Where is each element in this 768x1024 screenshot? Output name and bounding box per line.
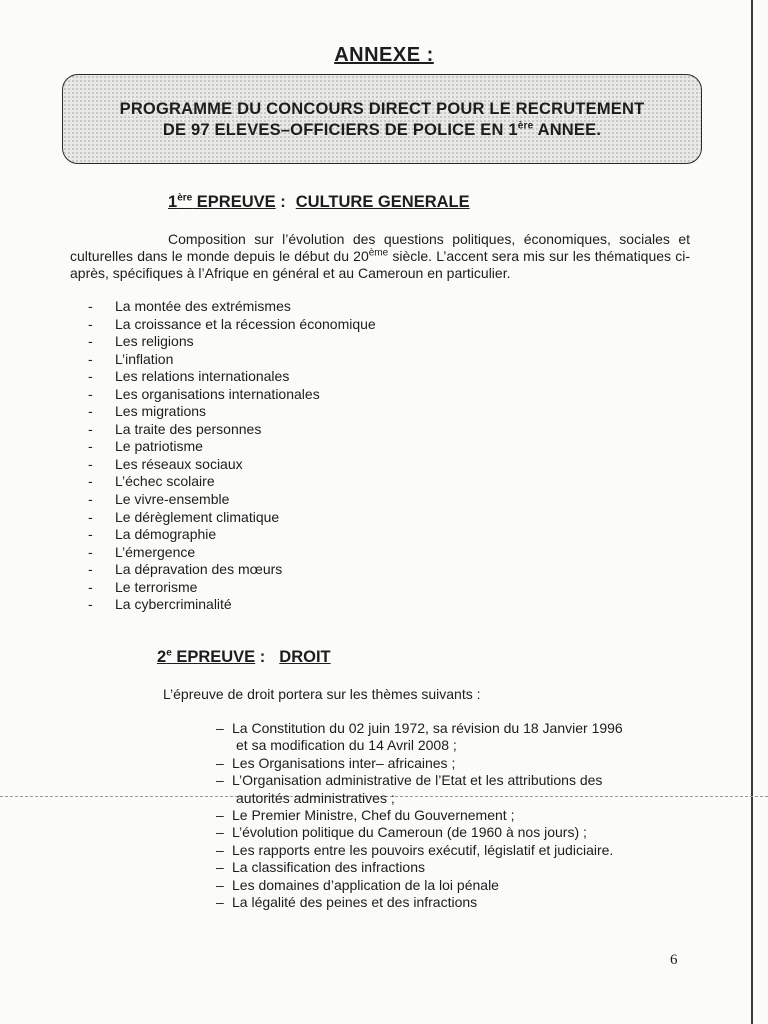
list-bullet-dash: - [88, 596, 93, 613]
list-item-text: L’Organisation administrative de l’Etat et les attributions des [232, 772, 603, 789]
list-bullet-dash: – [216, 859, 224, 876]
list-item-text: La cybercriminalité [115, 596, 232, 613]
list-item [88, 526, 376, 544]
list-item [88, 509, 376, 527]
list-item [88, 579, 376, 597]
list-bullet-dash: – [216, 720, 224, 736]
list-bullet-dash: - [88, 315, 93, 332]
list-item-text: Le patriotisme [115, 438, 203, 455]
list-item [88, 351, 376, 369]
list-bullet-dash: - [88, 508, 93, 525]
list-item [216, 842, 623, 859]
list-item-text: Les relations internationales [115, 368, 290, 385]
list-item [88, 456, 376, 474]
list-item [88, 368, 376, 386]
list-item [216, 790, 623, 807]
list-bullet-dash: - [88, 350, 93, 367]
epreuve-2-subject: DROIT [279, 648, 331, 666]
list-item [88, 298, 376, 316]
list-item-text: La légalité des peines et des infractions [232, 894, 478, 911]
list-item [216, 824, 623, 841]
list-bullet-dash: - [88, 333, 93, 350]
list-item [88, 421, 376, 439]
epreuve-2-intro: L’épreuve de droit portera sur les thèmes suivants : [163, 686, 481, 702]
list-item [88, 473, 376, 491]
page-number: 6 [670, 952, 678, 968]
list-item-text: Le vivre-ensemble [115, 491, 230, 508]
list-item [216, 859, 623, 876]
list-bullet-dash: - [88, 420, 93, 437]
list-item [216, 737, 623, 754]
list-item-text: Les migrations [115, 403, 207, 420]
list-bullet-dash: - [88, 491, 93, 508]
list-item-text: La classification des infractions [232, 859, 425, 876]
list-bullet-dash: – [216, 754, 224, 771]
list-item-text: L’inflation [115, 350, 174, 367]
list-bullet-dash: - [88, 385, 93, 402]
list-item-text: Les domaines d’application de la loi pénale [232, 876, 499, 893]
list-bullet-dash: - [88, 368, 93, 385]
list-bullet-dash: - [88, 543, 93, 560]
list-item-text: L’échec scolaire [115, 473, 215, 490]
list-item-text: autorités administratives ; [236, 789, 395, 806]
annexe-title: ANNEXE : [334, 44, 434, 66]
list-item-text: La démographie [115, 526, 217, 543]
list-bullet-dash: – [216, 894, 224, 911]
list-item-text: Les Organisations inter– africaines ; [232, 754, 456, 771]
list-bullet-dash: - [88, 455, 93, 472]
list-item [88, 491, 376, 509]
list-bullet-dash: - [88, 438, 93, 455]
list-bullet-dash: - [88, 298, 93, 314]
droit-topics [216, 720, 623, 911]
page-edge-line [751, 0, 753, 1024]
list-item [216, 807, 623, 824]
list-item [88, 333, 376, 351]
list-item [216, 720, 623, 737]
list-item-text: La croissance et la récession économique [115, 315, 376, 332]
list-item-text: La Constitution du 02 juin 1972, sa révision du 18 Janvier 1996 [232, 720, 623, 736]
list-bullet-dash: – [216, 772, 224, 789]
list-item [88, 596, 376, 614]
list-item-text: L’émergence [115, 543, 196, 560]
list-item-text: Le terrorisme [115, 578, 198, 595]
list-item [216, 894, 623, 911]
list-item-text: Les organisations internationales [115, 385, 320, 402]
epreuve-1-intro: Composition sur l’évolution des questions politiques, économiques, sociales et culturelles dans le monde depuis le début du 20ème siècle. L’accent sera mis sur les thématiques ci-après, spécifiques à l’Afrique en général et au Cameroun en particulier. [70, 231, 690, 281]
list-item-text: La montée des extrémismes [115, 298, 291, 314]
list-item [88, 386, 376, 404]
list-bullet-dash: – [216, 807, 224, 824]
culture-generale-topics [88, 298, 376, 614]
list-item [88, 403, 376, 421]
epreuve-1-heading: 1ère EPREUVE : CULTURE GENERALE [168, 192, 470, 211]
list-item-text: Les religions [115, 333, 194, 350]
epreuve-2-heading: 2e EPREUVE : DROIT [157, 647, 331, 666]
list-item [88, 544, 376, 562]
list-bullet-dash: - [88, 473, 93, 490]
list-item-text: Les réseaux sociaux [115, 455, 243, 472]
list-bullet-dash: – [216, 876, 224, 893]
list-bullet-dash: - [88, 578, 93, 595]
list-item [216, 877, 623, 894]
epreuve-1-subject: CULTURE GENERALE [295, 193, 470, 211]
list-bullet-dash: - [88, 403, 93, 420]
programme-title-box [62, 74, 702, 164]
list-item-text: Le Premier Ministre, Chef du Gouvernement ; [232, 807, 515, 824]
list-item-text: Le dérèglement climatique [115, 508, 280, 525]
list-item [216, 772, 623, 789]
programme-title-line-2: DE 97 ELEVES–OFFICIERS DE POLICE EN 1ère ANNEE. [162, 120, 602, 139]
list-item-text: Les rapports entre les pouvoirs exécutif, législatif et judiciaire. [232, 841, 614, 858]
list-item [88, 561, 376, 579]
list-bullet-dash: – [216, 841, 224, 858]
list-item-text: et sa modification du 14 Avril 2008 ; [236, 737, 457, 754]
list-item [216, 755, 623, 772]
list-item-text: La traite des personnes [115, 420, 262, 437]
list-item [88, 438, 376, 456]
programme-title-line-1: PROGRAMME DU CONCOURS DIRECT POUR LE RECRUTEMENT [119, 100, 645, 118]
list-bullet-dash: - [88, 561, 93, 578]
list-item-text: La dépravation des mœurs [115, 561, 283, 578]
list-item-text: L’évolution politique du Cameroun (de 1960 à nos jours) ; [232, 824, 587, 841]
list-bullet-dash: - [88, 526, 93, 543]
list-item [88, 316, 376, 334]
list-bullet-dash: – [216, 824, 224, 841]
